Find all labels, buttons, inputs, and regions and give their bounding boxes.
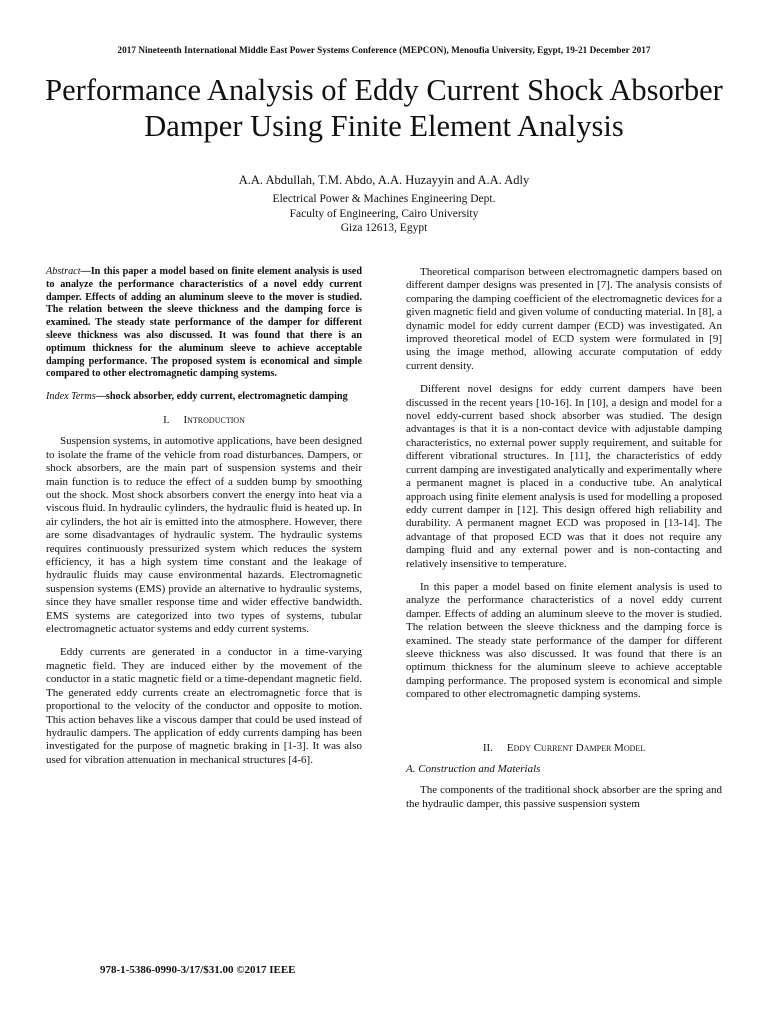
index-terms bbox=[46, 391, 362, 404]
affiliation bbox=[0, 192, 768, 236]
index-terms-text: —shock absorber, eddy current, electromagnetic damping bbox=[95, 391, 348, 403]
copyright-footer: 978-1-5386-0990-3/17/$31.00 ©2017 IEEE bbox=[100, 964, 296, 976]
authors: A.A. Abdullah, T.M. Abdo, A.A. Huzayyin and A.A. Adly bbox=[238, 173, 530, 187]
right-column bbox=[406, 266, 722, 821]
section-title: Introduction bbox=[183, 413, 245, 426]
left-column bbox=[46, 266, 362, 777]
section-heading-model bbox=[406, 742, 722, 755]
conference-header: 2017 Nineteenth International Middle East Power Systems Conference (MEPCON), Menoufia University, Egypt, 19-21 December 2017 bbox=[117, 45, 651, 55]
subsection-heading: A. Construction and Materials bbox=[406, 763, 541, 775]
section-number: I. bbox=[163, 413, 170, 426]
intro-paragraph-4: Different novel designs for eddy current dampers have been discussed in the recent years [10-16]. In [10], a design and model for a novel eddy-current based shock absorber was studied. The design advantages is that it is a non-contact device with adjustable damping characteristics, no external power supply requirement, and suitable for different vibrational structures. In [11], the characteristics of eddy current damping are investigated analytically and experimentally where a permanent magnet is placed in a conductive tube. An analytical approach using finite element analysis is used for modelling a proposed eddy current damper in [12]. This design offered high reliability and durability. A permanent magnet ECD was proposed in [13-14]. The advantage of that proposed ECD was that it does not require any damping fluid and any external power and is non-contacting and relatively insensitive to temperature. bbox=[406, 383, 722, 570]
intro-paragraph-5: In this paper a model based on finite element analysis is used to analyze the performance characteristics of a novel eddy current damper. Effects of adding an aluminum sleeve to the mover is studied. The relation between the sleeve thickness and the damping force is examined. The steady state performance of the damper for different sleeve thickness was also discussed. It was found that there is an optimum thickness for the aluminum sleeve to achieve acceptable damping performance. The proposed system is economical and simple compared to other electromagnetic damping systems. bbox=[406, 580, 722, 701]
index-terms-label: Index Terms bbox=[46, 391, 96, 403]
abstract bbox=[46, 266, 362, 381]
intro-paragraph-3: Theoretical comparison between electromagnetic dampers based on different damper designs was presented in [7]. The analysis consists of comparing the damping coefficient of the electromagnetic devices for a given magnetic field and given volume of conducting material. In [8], a dynamic model for eddy current damper (ECD) was investigated. An improved theoretical model of ECD system were formulated in [9] using the image method, allowing accurate computation of eddy current density. bbox=[406, 266, 722, 372]
intro-paragraph-2: Eddy currents are generated in a conductor in a time-varying magnetic field. They are induced either by the movement of the conductor in a static magnetic field or a time-dependant magnetic field. The generated eddy currents create an electromagnetic force that is proportional to the velocity of the conductor and opposite to motion. This action behaves like a viscous damper that could be used instead of hydraulic dampers. The application of eddy currents damping has been investigated for the purpose of magnetic braking in [1-3]. It was also used for vibration attenuation in mechanical structures [4-6]. bbox=[46, 646, 362, 766]
affiliation-address: Giza 12613, Egypt bbox=[340, 222, 428, 234]
abstract-text: —In this paper a model based on finite element analysis is used to analyze the performance characteristics of a novel eddy current damper. Effects of adding an aluminum sleeve to the mover is studied. The relation between the sleeve thickness and the damping force is examined. The steady state performance of the damper for different sleeve thickness was also discussed. It was found that there is an optimum thickness for the aluminum sleeve to achieve acceptable damping performance. The proposed system is economical and simple compared to other electromagnetic damping systems. bbox=[46, 266, 362, 380]
model-paragraph-1: The components of the traditional shock absorber are the spring and the hydraulic damper, this passive suspension system bbox=[406, 784, 722, 810]
affiliation-dept: Electrical Power & Machines Engineering Dept. bbox=[272, 193, 496, 205]
section-number: II. bbox=[482, 741, 493, 754]
affiliation-faculty: Faculty of Engineering, Cairo University bbox=[289, 207, 479, 220]
intro-paragraph-1: Suspension systems, in automotive applications, have been designed to isolate the frame of the vehicle from road disturbances. Dampers, or shock absorbers, are the main part of suspension systems and their main function is to reduce the effect of a sudden bump by smoothing out the shock. Most shock absorbers convert the energy into heat via a viscous fluid. In hydraulic cylinders, the hydraulic fluid is heated up. In air cylinders, the hot air is emitted into the atmosphere. However, there are some disadvantages of hydraulic system. The hydraulic systems requires continuously pressurized system which reduces the system efficiency, it has a high system time constant and the leakage of hydraulic fluids may cause environmental hazards. Electromagnetic suspension systems (EMS) provide an alternative to hydraulic systems, since they have smaller response time and wider effective bandwidth. EMS systems are categorized into two types of systems, tubular electromagnetic actuator systems and eddy current systems. bbox=[46, 435, 362, 636]
section-heading-introduction bbox=[46, 414, 362, 427]
section-title: Eddy Current Damper Model bbox=[506, 741, 646, 754]
spacer bbox=[406, 712, 722, 734]
paper-title: Performance Analysis of Eddy Current Shock Absorber Damper Using Finite Element Analysis bbox=[45, 73, 723, 143]
abstract-label: Abstract bbox=[46, 266, 81, 277]
